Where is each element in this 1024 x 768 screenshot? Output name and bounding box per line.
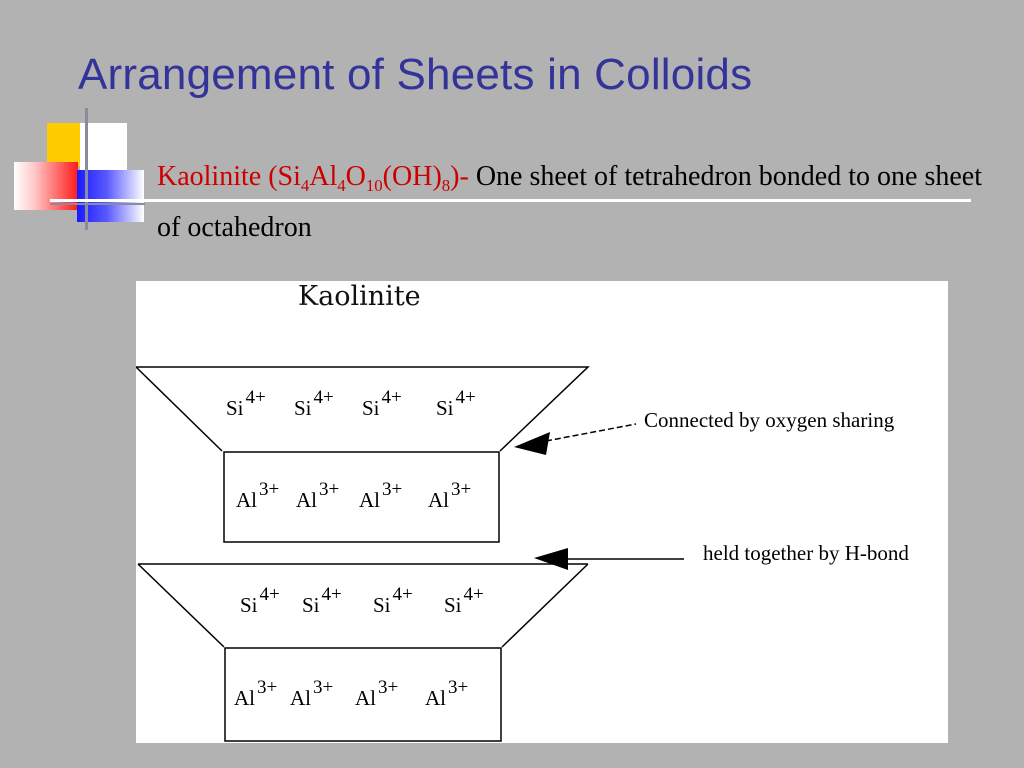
al-ion	[425, 677, 469, 711]
si-ion	[436, 387, 476, 421]
ion-charge: 4+	[313, 387, 334, 408]
subtitle-description: One sheet of tetrahedron bonded to one sheet of octahedron	[157, 161, 982, 243]
ion-charge: 3+	[313, 677, 334, 698]
al-ion	[428, 479, 472, 513]
ion-symbol: Si	[436, 396, 454, 420]
formula-subscript: 4	[300, 175, 310, 195]
ion-symbol: Al	[425, 686, 446, 710]
ion-symbol: Al	[355, 686, 376, 710]
decor-horizontal-rule-short	[50, 203, 145, 205]
si-ion	[240, 584, 280, 618]
al-ion	[359, 479, 403, 513]
ion-symbol: Si	[294, 396, 312, 420]
tetrahedral-sheet-2-right	[502, 564, 588, 647]
oxygen-sharing-label: Connected by oxygen sharing	[644, 408, 895, 432]
ion-symbol: Al	[236, 488, 257, 512]
ion-symbol: Si	[226, 396, 244, 420]
ion-symbol: Al	[428, 488, 449, 512]
diagram-title: Kaolinite	[298, 281, 421, 312]
slide-title: Arrangement of Sheets in Colloids	[78, 50, 753, 99]
ion-symbol: Si	[302, 593, 320, 617]
ion-charge: 3+	[448, 677, 469, 698]
formula-subscript: 4	[337, 175, 346, 195]
ion-charge: 3+	[382, 479, 403, 500]
formula-part: (OH)	[382, 161, 442, 192]
ion-charge: 4+	[463, 584, 484, 605]
ion-symbol: Si	[362, 396, 380, 420]
ion-charge: 4+	[321, 584, 342, 605]
formula-subscript: 10	[365, 175, 383, 195]
kaolinite-diagram	[136, 281, 948, 743]
decor-vertical-line	[85, 108, 88, 230]
formula-part: Kaolinite (Si	[157, 161, 301, 192]
ion-charge: 4+	[455, 387, 476, 408]
si-ion	[226, 387, 266, 421]
ion-symbol: Si	[444, 593, 462, 617]
al-ion	[290, 677, 334, 711]
slide-subtitle	[157, 156, 987, 249]
ion-charge: 4+	[259, 584, 280, 605]
al-ion	[236, 479, 280, 513]
oxygen-sharing-arrowhead	[514, 432, 550, 455]
al-ion	[355, 677, 399, 711]
ion-charge: 4+	[392, 584, 413, 605]
formula-subscript: 8	[441, 175, 451, 195]
si-ion	[444, 584, 484, 618]
ion-symbol: Al	[234, 686, 255, 710]
si-ion	[302, 584, 342, 618]
ion-symbol: Si	[240, 593, 258, 617]
al-ion	[296, 479, 340, 513]
al-ion	[234, 677, 278, 711]
h-bond-label: held together by H-bond	[703, 541, 909, 565]
ion-symbol: Al	[290, 686, 311, 710]
si-ion	[294, 387, 334, 421]
si-ion	[362, 387, 402, 421]
tetrahedral-sheet-1-left	[136, 367, 222, 451]
formula-part: )-	[450, 161, 469, 192]
ion-charge: 3+	[451, 479, 472, 500]
ion-charge: 3+	[259, 479, 280, 500]
ion-charge: 3+	[257, 677, 278, 698]
tetrahedral-sheet-2-left	[138, 564, 224, 647]
formula-part: Al	[309, 161, 338, 192]
si-ion	[373, 584, 413, 618]
ion-charge: 4+	[245, 387, 266, 408]
ion-symbol: Al	[359, 488, 380, 512]
ion-charge: 3+	[319, 479, 340, 500]
h-bond-arrowhead	[534, 548, 568, 570]
ion-symbol: Si	[373, 593, 391, 617]
formula-part: O	[345, 161, 366, 192]
oxygen-sharing-arrow-line	[546, 424, 636, 441]
ion-charge: 4+	[381, 387, 402, 408]
decor-yellow-square	[47, 123, 80, 166]
ion-charge: 3+	[378, 677, 399, 698]
mineral-formula	[157, 161, 469, 195]
ion-symbol: Al	[296, 488, 317, 512]
